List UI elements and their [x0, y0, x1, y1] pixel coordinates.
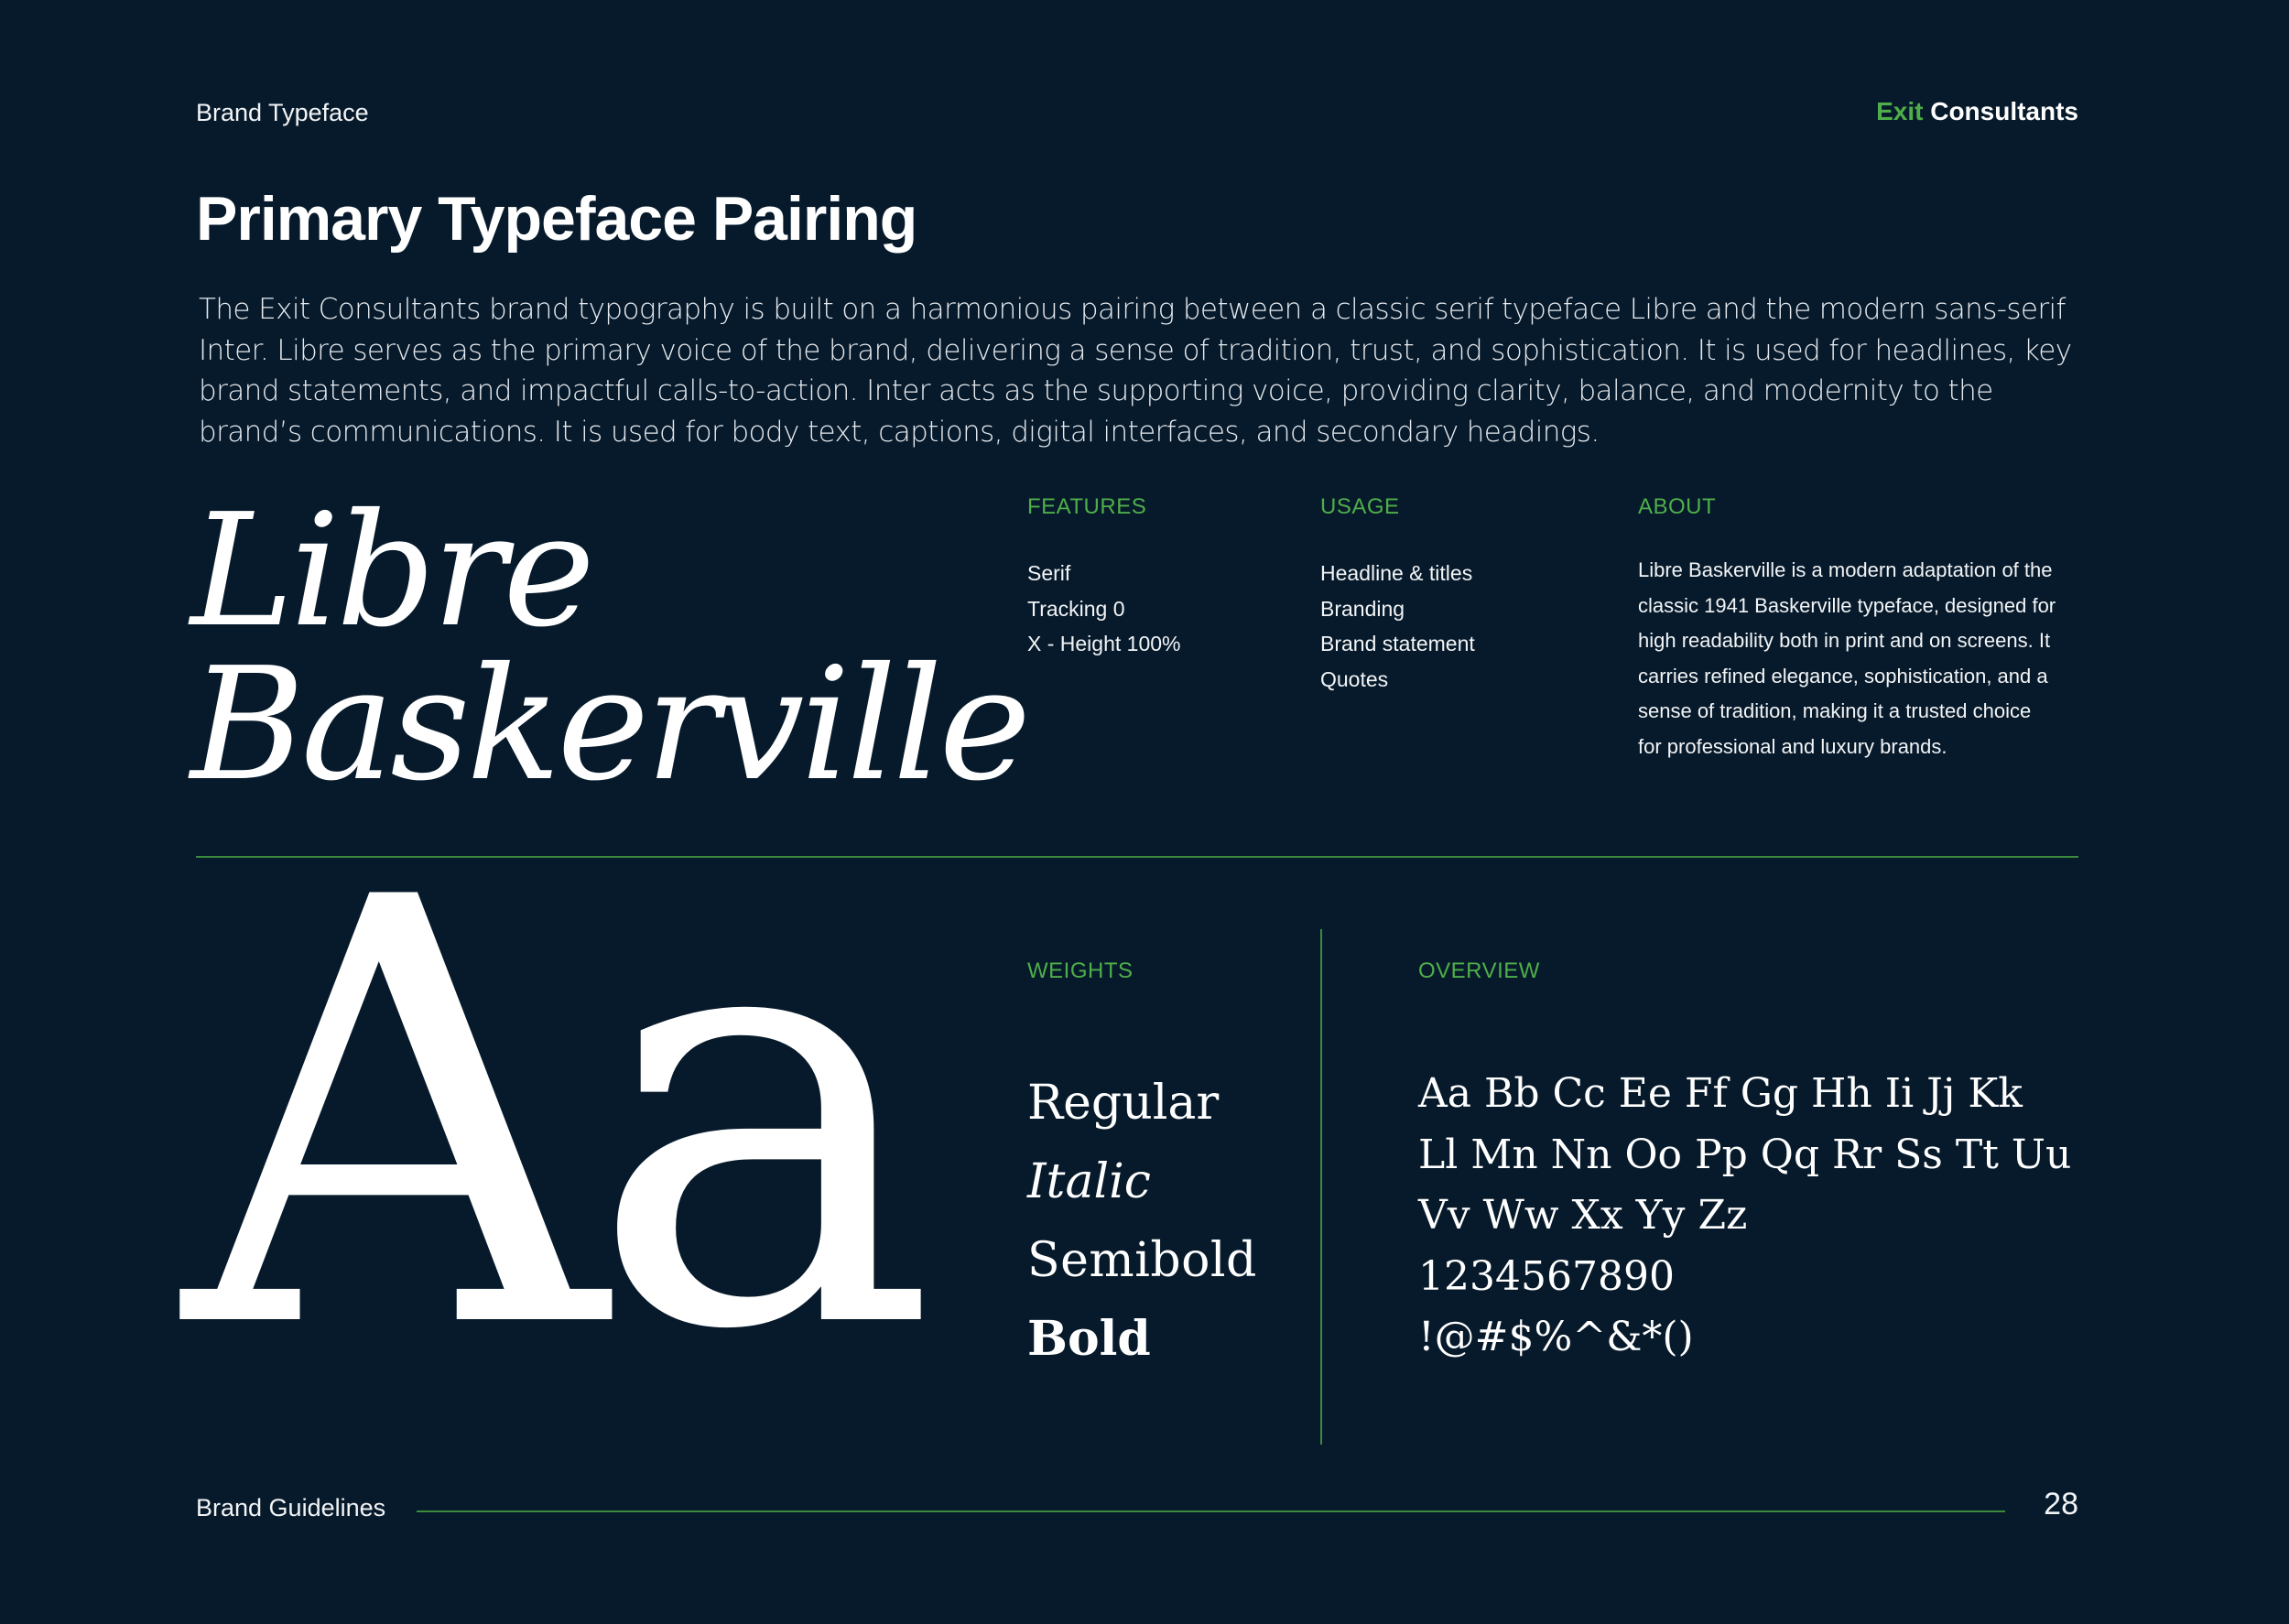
features-item: X - Height 100% — [1027, 632, 1181, 655]
footer-rule — [417, 1510, 2005, 1512]
features-item: Tracking 0 — [1027, 596, 1125, 621]
typeface-name-line1: Libre — [190, 481, 591, 662]
section-label: Brand Typeface — [196, 99, 369, 126]
footer-label: Brand Guidelines — [196, 1494, 386, 1521]
brand-logo — [1876, 97, 2078, 126]
brand-logo-accent: Exit — [1876, 97, 1924, 125]
weights-list — [1027, 1064, 1257, 1379]
usage-item: Headline & titles — [1320, 561, 1473, 585]
overview-line: Aa Bb Cc Ee Ff Gg Hh Ii Jj Kk — [1418, 1070, 2023, 1117]
usage-item: Branding — [1320, 596, 1405, 621]
overview-heading: OVERVIEW — [1418, 958, 1540, 983]
overview-line: !@#$%^&*() — [1418, 1314, 1694, 1360]
weight-semibold: Semibold — [1027, 1233, 1257, 1288]
weights-heading: WEIGHTS — [1027, 958, 1134, 983]
weight-bold: Bold — [1027, 1311, 1151, 1367]
intro-paragraph: The Exit Consultants brand typography is built on a harmonious pairing between a classic serif typeface Libre and the modern sans-serif Inter. Libre serves as the primary voice of the brand, delivering a sense of tradition, trust, and sophistication. It is used for headlines, key brand statements, and impactful calls-to-action. Inter acts as the supporting voice, providing clarity, balance, and modernity to the brand’s communications. It is used for body text, captions, digital interfaces, and secondary headings. — [199, 293, 2072, 449]
about-text: Libre Baskerville is a modern adaptation of the classic 1941 Baskerville typeface, designed for high readability both in print and on screens. It carries refined elegance, sophistication, and a sense of tradition, making it a trusted choice for professional and luxury brands. — [1638, 558, 2056, 758]
about-heading: ABOUT — [1638, 494, 1717, 519]
specimen-glyphs: Aa — [183, 775, 919, 1457]
typeface-name-line2: Baskerville — [190, 634, 1028, 816]
weight-regular: Regular — [1027, 1076, 1220, 1131]
features-list — [1027, 556, 1180, 662]
typeface-display-name — [190, 481, 1028, 816]
features-item: Serif — [1027, 561, 1071, 585]
usage-heading: USAGE — [1320, 494, 1400, 519]
overview-line: Ll Mn Nn Oo Pp Qq Rr Ss Tt Uu — [1418, 1131, 2072, 1178]
overview-glyph-list — [1418, 1064, 2071, 1369]
page-number: 28 — [2044, 1487, 2078, 1521]
brand-logo-rest: Consultants — [1930, 97, 2078, 125]
column-divider — [1320, 929, 1322, 1445]
usage-item: Brand statement — [1320, 632, 1475, 655]
usage-list — [1320, 556, 1475, 697]
overview-line: 1234567890 — [1418, 1252, 1675, 1300]
usage-item: Quotes — [1320, 666, 1389, 691]
weight-italic: Italic — [1027, 1154, 1151, 1209]
overview-line: Vv Ww Xx Yy Zz — [1418, 1192, 1748, 1239]
features-heading: FEATURES — [1027, 494, 1147, 519]
page-title: Primary Typeface Pairing — [196, 184, 917, 254]
